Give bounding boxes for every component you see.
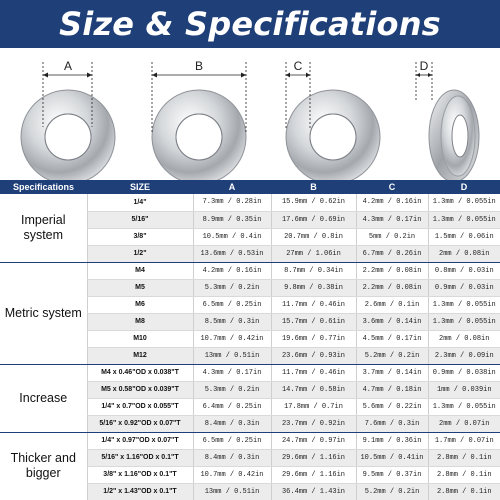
cell-c: 5mm / 0.2in <box>356 228 428 245</box>
cell-a: 5.3mm / 0.2in <box>193 381 271 398</box>
cell-size: 1/4" <box>87 194 193 211</box>
cell-size: 5/16" x 1.16"OD x 0.1"T <box>87 449 193 466</box>
cell-a: 13.6mm / 0.53in <box>193 245 271 262</box>
cell-b: 8.7mm / 0.34in <box>271 262 356 279</box>
cell-c: 5.6mm / 0.22in <box>356 398 428 415</box>
cell-b: 15.9mm / 0.62in <box>271 194 356 211</box>
cell-c: 9.1mm / 0.36in <box>356 432 428 449</box>
cell-b: 23.7mm / 0.92in <box>271 415 356 432</box>
cell-c: 4.2mm / 0.16in <box>356 194 428 211</box>
cell-b: 29.6mm / 1.16in <box>271 449 356 466</box>
cell-c: 5.2mm / 0.2in <box>356 347 428 364</box>
cell-d: 2mm / 0.08in <box>428 245 500 262</box>
cell-d: 1.5mm / 0.06in <box>428 228 500 245</box>
cell-c: 5.2mm / 0.2in <box>356 483 428 500</box>
cell-a: 13mm / 0.51in <box>193 347 271 364</box>
cell-d: 2.8mm / 0.1in <box>428 483 500 500</box>
cell-a: 6.5mm / 0.25in <box>193 432 271 449</box>
cell-d: 1.3mm / 0.055in <box>428 296 500 313</box>
cell-a: 4.3mm / 0.17in <box>193 364 271 381</box>
cell-d: 1.3mm / 0.055in <box>428 313 500 330</box>
table-row <box>0 194 500 211</box>
page-title: Size & Specifications <box>59 5 441 43</box>
cell-a: 7.3mm / 0.28in <box>193 194 271 211</box>
cell-d: 2mm / 0.08in <box>428 330 500 347</box>
cell-size: 1/4" x 0.7"OD x 0.055"T <box>87 398 193 415</box>
cell-size: 3/8" x 1.16"OD x 0.1"T <box>87 466 193 483</box>
cell-d: 0.9mm / 0.03in <box>428 279 500 296</box>
cell-size: 1/2" x 1.43"OD x 0.1"T <box>87 483 193 500</box>
cell-b: 23.6mm / 0.93in <box>271 347 356 364</box>
cell-c: 2.2mm / 0.08in <box>356 279 428 296</box>
cell-c: 4.3mm / 0.17in <box>356 211 428 228</box>
title-banner <box>0 0 500 48</box>
cell-b: 14.7mm / 0.58in <box>271 381 356 398</box>
spec-table-body <box>0 194 500 500</box>
cell-d: 0.9mm / 0.038in <box>428 364 500 381</box>
header-size: SIZE <box>87 180 193 194</box>
cell-b: 29.6mm / 1.16in <box>271 466 356 483</box>
cell-b: 24.7mm / 0.97in <box>271 432 356 449</box>
table-row <box>0 364 500 381</box>
dimension-label-b: B <box>194 59 204 73</box>
cell-b: 17.8mm / 0.7in <box>271 398 356 415</box>
cell-size: 1/2" <box>87 245 193 262</box>
cell-a: 8.4mm / 0.3in <box>193 449 271 466</box>
cell-b: 9.8mm / 0.38in <box>271 279 356 296</box>
cell-c: 7.6mm / 0.3in <box>356 415 428 432</box>
cell-a: 10.7mm / 0.42in <box>193 330 271 347</box>
cell-size: M4 <box>87 262 193 279</box>
cell-size: 5/16" x 0.92"OD x 0.07"T <box>87 415 193 432</box>
header-c: C <box>356 180 428 194</box>
spec-table-header <box>0 180 500 194</box>
cell-b: 19.6mm / 0.77in <box>271 330 356 347</box>
cell-b: 11.7mm / 0.46in <box>271 296 356 313</box>
header-b: B <box>271 180 356 194</box>
cell-c: 2.6mm / 0.1in <box>356 296 428 313</box>
table-row <box>0 262 500 279</box>
cell-size: M10 <box>87 330 193 347</box>
washer-b <box>152 62 246 180</box>
dimension-label-a: A <box>63 59 73 73</box>
group-label: Metric system <box>0 262 87 364</box>
group-label: Imperial system <box>0 194 87 262</box>
washer-d <box>416 62 479 180</box>
header-specifications: Specifications <box>0 180 87 194</box>
cell-b: 15.7mm / 0.61in <box>271 313 356 330</box>
header-d: D <box>428 180 500 194</box>
cell-a: 8.9mm / 0.35in <box>193 211 271 228</box>
cell-a: 8.5mm / 0.3in <box>193 313 271 330</box>
cell-c: 4.5mm / 0.17in <box>356 330 428 347</box>
group-label: Increase <box>0 364 87 432</box>
cell-c: 3.7mm / 0.14in <box>356 364 428 381</box>
cell-c: 10.5mm / 0.41in <box>356 449 428 466</box>
spec-table <box>0 180 500 500</box>
dimension-label-d: D <box>419 59 429 73</box>
cell-c: 4.7mm / 0.18in <box>356 381 428 398</box>
cell-a: 10.7mm / 0.42in <box>193 466 271 483</box>
cell-size: M5 x 0.58"OD x 0.039"T <box>87 381 193 398</box>
cell-size: M8 <box>87 313 193 330</box>
cell-a: 8.4mm / 0.3in <box>193 415 271 432</box>
cell-b: 11.7mm / 0.46in <box>271 364 356 381</box>
table-row <box>0 432 500 449</box>
cell-a: 4.2mm / 0.16in <box>193 262 271 279</box>
cell-b: 27mm / 1.06in <box>271 245 356 262</box>
cell-d: 2mm / 0.07in <box>428 415 500 432</box>
cell-size: M4 x 0.46"OD x 0.038"T <box>87 364 193 381</box>
cell-b: 36.4mm / 1.43in <box>271 483 356 500</box>
cell-d: 2.3mm / 0.09in <box>428 347 500 364</box>
cell-d: 1mm / 0.039in <box>428 381 500 398</box>
cell-d: 1.3mm / 0.055in <box>428 398 500 415</box>
cell-size: 3/8" <box>87 228 193 245</box>
cell-d: 1.7mm / 0.07in <box>428 432 500 449</box>
cell-size: M5 <box>87 279 193 296</box>
cell-c: 2.2mm / 0.08in <box>356 262 428 279</box>
cell-a: 6.4mm / 0.25in <box>193 398 271 415</box>
cell-d: 2.8mm / 0.1in <box>428 466 500 483</box>
cell-size: 5/16" <box>87 211 193 228</box>
cell-a: 10.5mm / 0.4in <box>193 228 271 245</box>
cell-d: 2.8mm / 0.1in <box>428 449 500 466</box>
cell-size: 1/4" x 0.97"OD x 0.07"T <box>87 432 193 449</box>
cell-c: 6.7mm / 0.26in <box>356 245 428 262</box>
dimension-label-c: C <box>293 59 303 73</box>
cell-a: 13mm / 0.51in <box>193 483 271 500</box>
cell-c: 3.6mm / 0.14in <box>356 313 428 330</box>
cell-b: 20.7mm / 0.8in <box>271 228 356 245</box>
group-label: Thicker and bigger <box>0 432 87 500</box>
cell-a: 5.3mm / 0.2in <box>193 279 271 296</box>
cell-c: 9.5mm / 0.37in <box>356 466 428 483</box>
header-a: A <box>193 180 271 194</box>
cell-d: 1.3mm / 0.055in <box>428 211 500 228</box>
washer-illustration <box>0 48 500 180</box>
cell-d: 1.3mm / 0.055in <box>428 194 500 211</box>
cell-size: M12 <box>87 347 193 364</box>
washer-c <box>286 62 380 180</box>
washer-a <box>21 62 115 180</box>
cell-d: 0.8mm / 0.03in <box>428 262 500 279</box>
cell-a: 6.5mm / 0.25in <box>193 296 271 313</box>
cell-size: M6 <box>87 296 193 313</box>
cell-b: 17.6mm / 0.69in <box>271 211 356 228</box>
